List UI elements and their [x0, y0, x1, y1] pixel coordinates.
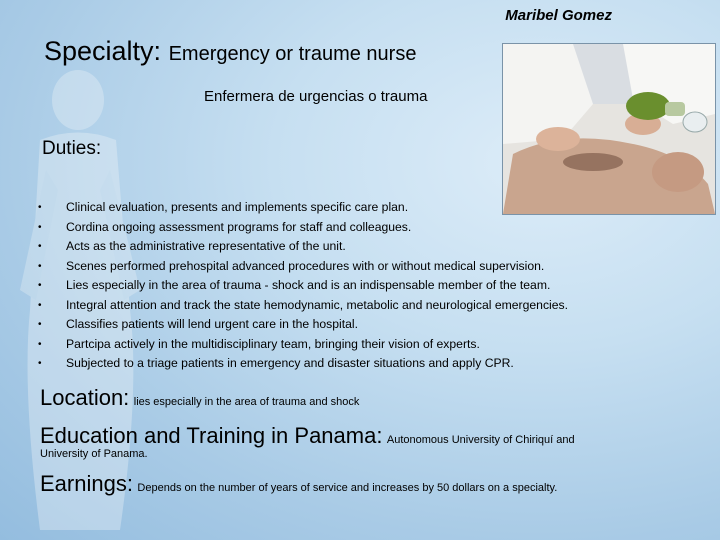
education-detail-continued: University of Panama.: [40, 448, 148, 460]
bullet-icon: •: [38, 299, 42, 311]
list-item: [38, 296, 698, 316]
education-row: [40, 423, 575, 449]
duty-text: Integral attention and track the state hemodynamic, metabolic and neurological emergencies.: [66, 297, 569, 312]
specialty-subtitle: Enfermera de urgencias o trauma: [204, 88, 428, 105]
specialty-value: Emergency or traume nurse: [168, 43, 417, 65]
list-item: [38, 198, 698, 218]
list-item: [38, 315, 698, 335]
earnings-detail: Depends on the number of years of service and increases by 50 dollars on a specialty.: [137, 482, 558, 494]
earnings-row: [40, 471, 557, 497]
education-label: Education and Training in Panama:: [40, 423, 383, 448]
bullet-icon: •: [38, 338, 42, 350]
list-item: [38, 257, 698, 277]
resuscitation-photo-drawing: [503, 44, 715, 214]
bullet-icon: •: [38, 202, 42, 213]
list-item: [38, 276, 698, 296]
duty-text: Lies especially in the area of trauma - shock and is an indispensable member of the team.: [66, 278, 551, 292]
list-item: [38, 335, 698, 355]
duty-text: Scenes performed prehospital advanced procedures with or without medical supervision.: [66, 258, 545, 273]
duty-text: Clinical evaluation, presents and implements specific care plan.: [66, 200, 409, 214]
bullet-icon: •: [38, 221, 42, 233]
duties-list: [38, 198, 698, 374]
location-detail: lies especially in the area of trauma and shock: [133, 396, 360, 408]
duty-text: Partcipa actively in the multidisciplinary team, bringing their vision of experts.: [66, 336, 480, 351]
duties-heading: Duties:: [42, 138, 102, 159]
duty-text: Cordina ongoing assessment programs for staff and colleagues.: [66, 219, 412, 234]
specialty-label: Specialty:: [44, 36, 162, 66]
location-label: Location:: [40, 385, 130, 410]
bullet-icon: •: [38, 280, 42, 291]
location-row: [40, 385, 359, 411]
bullet-icon: •: [38, 260, 42, 272]
list-item: [38, 354, 698, 374]
specialty-title: [44, 36, 416, 67]
bullet-icon: •: [38, 241, 42, 252]
author-name: Maribel Gomez: [505, 7, 612, 24]
bullet-icon: •: [38, 358, 42, 369]
duty-text: Acts as the administrative representative of the unit.: [66, 239, 346, 253]
bullet-icon: •: [38, 319, 42, 330]
list-item: [38, 218, 698, 238]
list-item: [38, 237, 698, 257]
duty-text: Subjected to a triage patients in emergency and disaster situations and apply CPR.: [66, 356, 514, 370]
duty-text: Classifies patients will lend urgent care in the hospital.: [66, 317, 358, 331]
resuscitation-photo: [502, 43, 716, 215]
education-detail: Autonomous University of Chiriquí and: [386, 434, 575, 446]
earnings-label: Earnings:: [40, 471, 133, 496]
